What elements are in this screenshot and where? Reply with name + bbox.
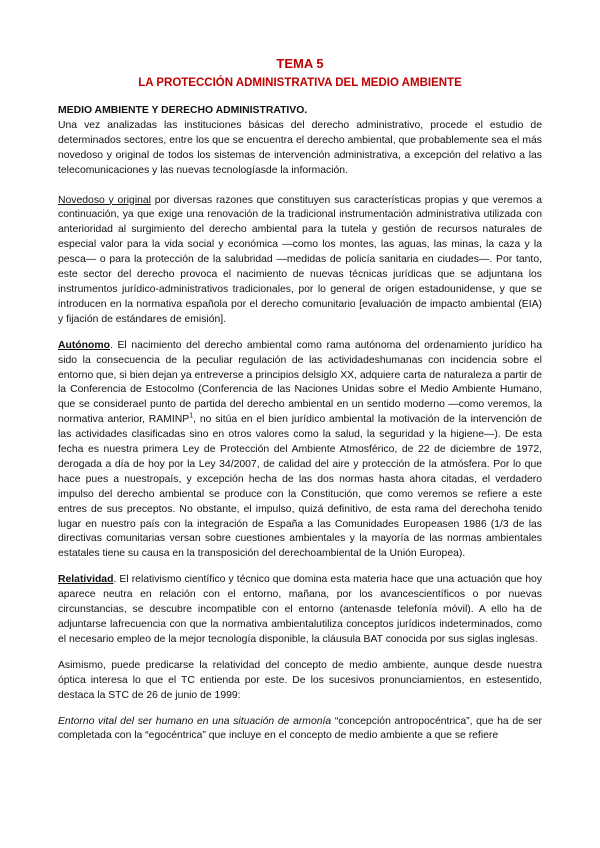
entorno-italic: Entorno vital del ser humano en una situación de armonía <box>58 715 332 727</box>
term-relatividad: Relatividad <box>58 574 114 586</box>
paragraph-novedoso-text: por diversas razones que constituyen sus características propias y que veremos a continuación, ya que exige una renovación de la tradicional instrumentación administrativa utilizada con anterioridad al surgimiento del derecho ambiental para la tutela y gestión de recursos naturales de especial valor para la vida social y económica —como los montes, las aguas, las minas, la caza y la pesca— o para la protección de la salubridad —medidas de policía sanitaria en ciudades—. Por tanto, este sector del derecho provoca el nacimiento de nuevas técnicas jurídicas que se adjuntana los instrumentos jurídico-administrativos tradicionales, por lo general de origen estadounidense, y que se introducen en la normativa española por el derecho comunitario [evaluación de impacto ambiental (EIA) y fijación de estándares de emisión]. <box>58 194 542 325</box>
paragraph-autonomo-text-b: , no sitúa en el bien jurídico ambiental la motivación de la intervención de las actividades clasificadas sino en otros valores como la salud, la seguridad y la higiene—). De esta fecha es nuestra primera Ley de Protección del Ambiente Atmosférico, de 22 de diciembre de 1972, derogada a día de hoy por la Ley 34/2007, de calidad del aire y protección de la atmósfera. Por lo que hace pues a nuestropaís, y excepción hecha de las dos normas hasta ahora citadas, el verdadero impulso del derecho ambiental se produce con la Constitución, que como veremos se refiere a este entres de sus preceptos. No obstante, el impulso, quizá definitivo, de esta rama del derechoha tenido lugar en nuestro país con la integración de España a las Comunidades Europeasen 1986 (1/3 de las directivas comunitarias versan sobre cuestiones ambientales y la mayoría de las normas ambientales estatales tiene su causa en la transposición del derechoambiental de la Unión Europea). <box>58 414 542 560</box>
paragraph-autonomo <box>58 339 542 563</box>
paragraph-entorno-text: “concepción antropocéntrica”, que ha de ser completada con la “egocéntrica” que incluye en el concepto de medio ambiente a que se refiere <box>58 715 542 742</box>
intro-paragraph: Una vez analizadas las instituciones básicas del derecho administrativo, procede el estudio de determinados sectores, entre los que se encuentra el derecho ambiental, que probablemente sea el más novedoso y original de todos los sistemas de intervención administrativa, a excepción del relativo a las telecomunicaciones y las nuevas tecnologíasde la información. <box>58 119 542 176</box>
paragraph-relatividad <box>58 573 542 648</box>
paragraph-entorno <box>58 715 542 745</box>
document-subtitle: LA PROTECCIÓN ADMINISTRATIVA DEL MEDIO AMBIENTE <box>138 77 462 89</box>
paragraph-autonomo-text-a: . El nacimiento del derecho ambiental como rama autónoma del ordenamiento jurídico ha sido la consecuencia de la peculiar regulación de las actividadeshumanas con incidencia sobre el entorno que, si bien dejan ya entreverse a principios delsiglo XX, adquiere carta de naturaleza a partir de la Conferencia de Estocolmo (Conferencia de las Naciones Unidas sobre el Medio Ambiente Humano, que se considerael punto de partida del derecho ambiental en un sentido moderno —como veremos, la normativa anterior, RAMINP <box>58 339 542 426</box>
paragraph-asimismo: Asimismo, puede predicarse la relatividad del concepto de medio ambiente, aunque desde nuestra óptica interesa lo que el TC entienda por este. De los sucesivos pronunciamientos, en estesentido, destaca la STC de 26 de junio de 1999: <box>58 659 542 701</box>
term-autonomo: Autónomo <box>58 339 110 351</box>
paragraph-relatividad-text: . El relativismo científico y técnico que domina esta materia hace que una actuación que hoy aparece neutra en relación con el entorno, mañana, por los avancescientíficos o por nuevas circunstancias, se descubre incompatible con el entorno (antenasde telefonía móvil). A ello ha de adjuntarse lafrecuencia con que la normativa ambientalutiliza conceptos jurídicos indeterminados, como el necesario empleo de la mejor tecnología disponible, la cláusula BAT conocida por sus siglas inglesas. <box>58 574 542 645</box>
paragraph-novedoso <box>58 194 542 328</box>
document-title: TEMA 5 <box>276 56 324 71</box>
section-heading: MEDIO AMBIENTE Y DERECHO ADMINISTRATIVO. <box>58 105 308 116</box>
term-novedoso: Novedoso y original <box>58 194 151 206</box>
footnote-marker[interactable]: 1 <box>189 412 194 420</box>
